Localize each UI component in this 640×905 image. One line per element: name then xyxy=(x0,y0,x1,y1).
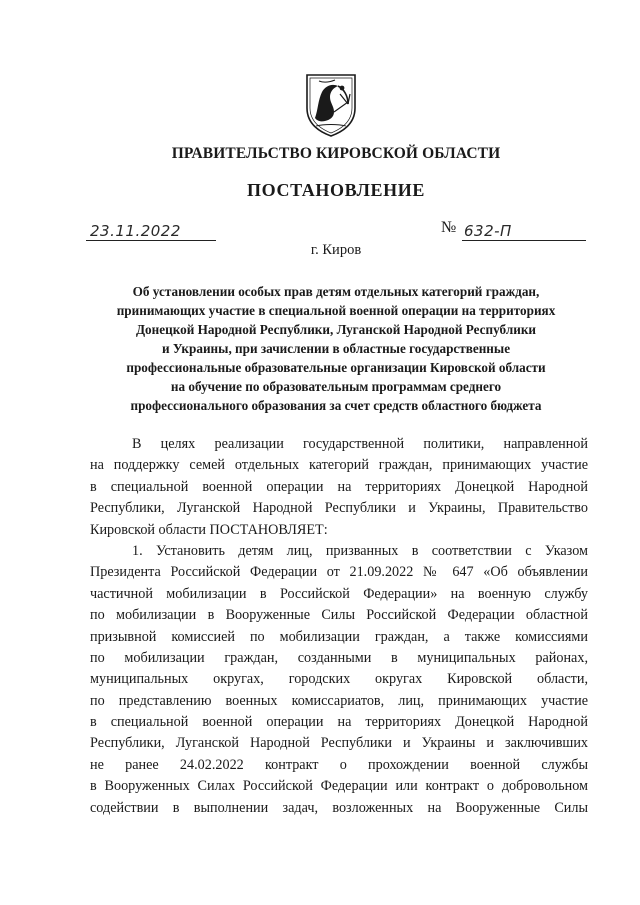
government-title: ПРАВИТЕЛЬСТВО КИРОВСКОЙ ОБЛАСТИ xyxy=(171,145,501,162)
body-line: Кировской области ПОСТАНОВЛЯЕТ: xyxy=(90,521,328,538)
body-line: муниципальных округах, городских округах Кировской области, xyxy=(90,671,588,688)
body-line: не ранее 24.02.2022 контракт о прохождении военной службы xyxy=(90,756,588,773)
subject-line: на обучение по образовательным программам среднего xyxy=(170,379,502,394)
body-line: по мобилизации граждан, созданными в муниципальных районах, xyxy=(90,649,588,666)
subject-line: и Украины, при зачислении в областные государственные xyxy=(161,341,511,356)
document-type-title: ПОСТАНОВЛЕНИЕ xyxy=(247,180,425,200)
body-line: по представлению военных комиссариатов, лиц, принимающих участие xyxy=(90,692,588,709)
body-line: на поддержку семей отдельных категорий граждан, принимающих участие xyxy=(90,457,588,474)
body-line: 1. Установить детям лиц, призванных в соответствии с Указом xyxy=(132,542,588,559)
coat-of-arms-icon xyxy=(304,72,358,138)
body-line: в специальной военной операции на территориях Донецкой Народной xyxy=(90,478,588,495)
number-label: № xyxy=(441,219,457,236)
body-line: содействии в выполнении задач, возложенных на Вооруженные Силы xyxy=(90,799,588,816)
body-line: Республики, Луганской Народной Республики и Украины и заключивших xyxy=(90,735,588,752)
body-line: в специальной военной операции на территориях Донецкой Народной xyxy=(90,714,588,731)
document-subject xyxy=(86,282,586,415)
body-line: В целях реализации государственной политики, направленной xyxy=(132,436,588,452)
city-name: г. Киров xyxy=(310,242,362,258)
subject-line: Донецкой Народной Республики, Луганской Народной Республики xyxy=(135,322,537,337)
document-number: 632-П xyxy=(464,222,512,240)
body-line: по мобилизации в Вооруженные Силы Российской Федерации областной xyxy=(90,607,588,624)
subject-line: Об установлении особых прав детям отдельных категорий граждан, xyxy=(132,284,540,299)
body-line: Президента Российской Федерации от 21.09.2022 № 647 «Об объявлении xyxy=(90,564,588,581)
date-field xyxy=(86,220,216,241)
body-line: призывной комиссией по мобилизации граждан, а также комиссиями xyxy=(90,628,588,645)
body-line: в Вооруженных Силах Российской Федерации или контракт о добровольном xyxy=(90,778,588,795)
body-line: частичной мобилизации в Российской Федерации» на военную службу xyxy=(90,585,588,602)
subject-line: профессионального образования за счет средств областного бюджета xyxy=(130,398,542,413)
body-line: Республики, Луганской Народной Республики и Украины, Правительство xyxy=(90,500,588,517)
subject-line: профессиональные образовательные организации Кировской области xyxy=(126,360,546,375)
subject-line: принимающих участие в специальной военной операции на территориях xyxy=(116,303,556,318)
document-date: 23.11.2022 xyxy=(90,222,181,240)
document-body xyxy=(90,434,588,819)
number-field xyxy=(462,220,586,241)
